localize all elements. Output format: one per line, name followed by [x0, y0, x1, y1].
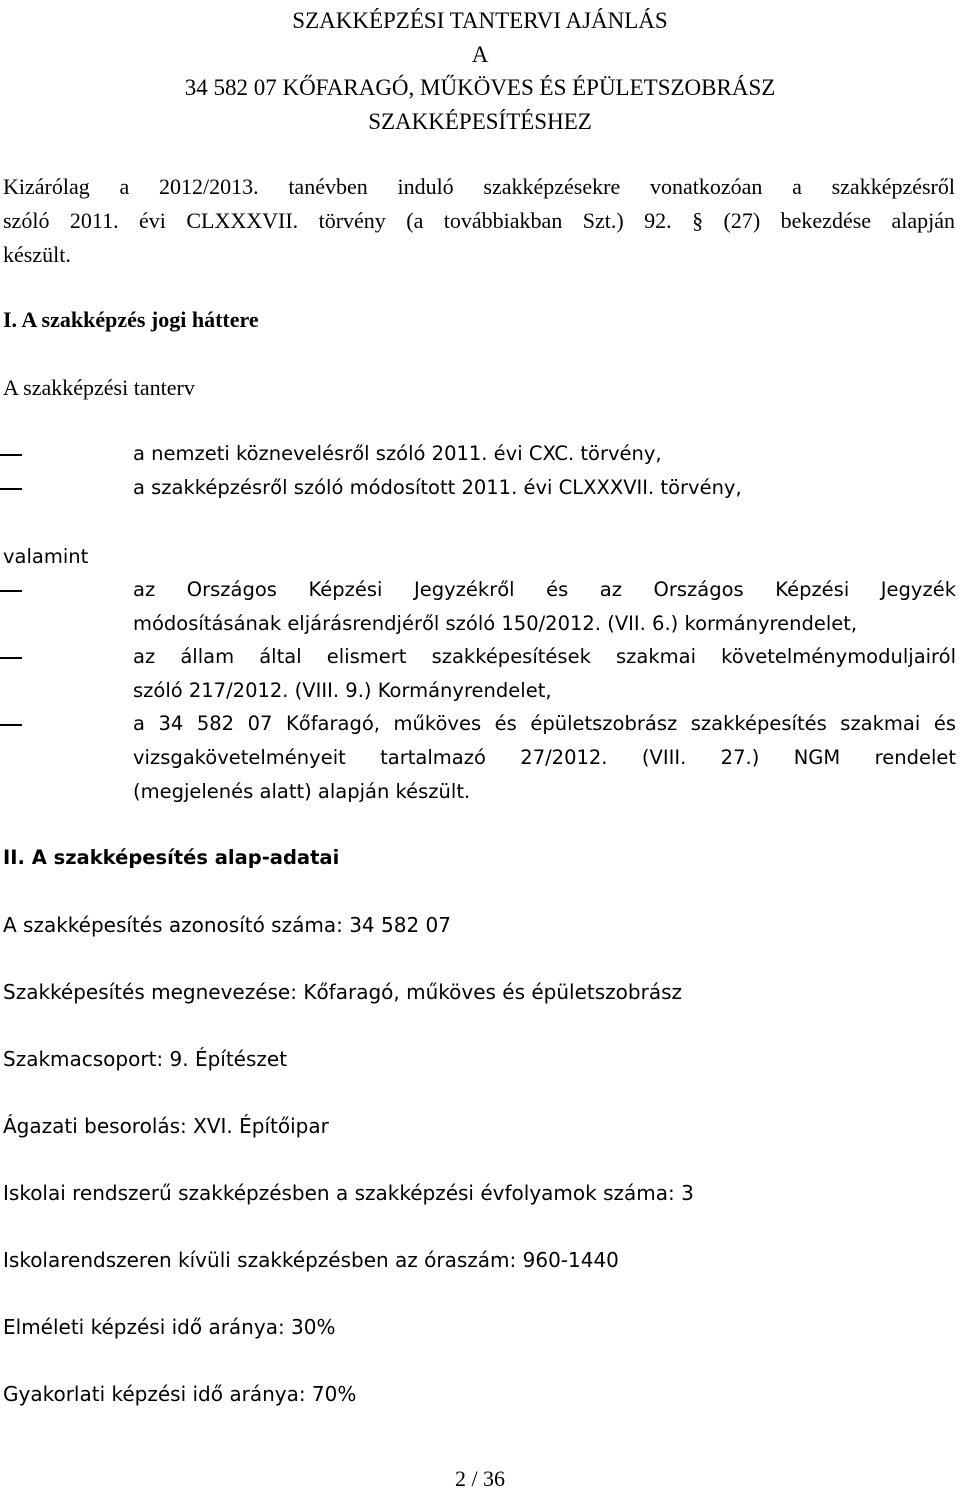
- list-item-line: a 34 582 07 Kőfaragó, műköves és épületszobrász szakképesítés szakmai és: [133, 712, 956, 735]
- list-item-text: a szakképzésről szóló módosított 2011. évi CLXXXVII. törvény,: [133, 476, 742, 499]
- list-item: [96, 707, 956, 809]
- field-hours: Iskolarendszeren kívüli szakképzésben az óraszám: 960-1440: [3, 1248, 619, 1272]
- intro-line: Kizárólag a 2012/2013. tanévben induló szakképzésekre vonatkozóan a szakképzésről: [3, 174, 955, 199]
- field-practice-ratio: Gyakorlati képzési idő aránya: 70%: [3, 1382, 357, 1406]
- field-sector: Ágazati besorolás: XVI. Építőipar: [3, 1114, 329, 1138]
- list-item: [96, 437, 956, 471]
- field-name: Szakképesítés megnevezése: Kőfaragó, műköves és épületszobrász: [3, 980, 682, 1004]
- connector-text: valamint: [3, 545, 89, 568]
- list-item-line: (megjelenés alatt) alapján készült.: [133, 780, 471, 803]
- list-item-text: a nemzeti köznevelésről szóló 2011. évi CXC. törvény,: [133, 442, 662, 465]
- section-2-heading: II. A szakképesítés alap-adatai: [3, 846, 340, 869]
- title-line: SZAKKÉPZÉSI TANTERVI AJÁNLÁS: [292, 8, 668, 33]
- title-line: A: [471, 41, 489, 67]
- list-item-line: vizsgakövetelményeit tartalmazó 27/2012. (VIII. 27.) NGM rendelet: [133, 746, 956, 769]
- section-1-heading: I. A szakképzés jogi háttere: [3, 307, 259, 332]
- list-item: [96, 640, 956, 708]
- section-1-lead: A szakképzési tanterv: [3, 375, 195, 400]
- intro-paragraph: [3, 170, 955, 272]
- dash-bullet: [0, 657, 22, 659]
- list-item-line: szóló 217/2012. (VIII. 9.) Kormányrendelet,: [133, 679, 552, 702]
- field-school-years: Iskolai rendszerű szakképzésben a szakképzési évfolyamok száma: 3: [3, 1181, 694, 1205]
- title-line: 34 582 07 KŐFARAGÓ, MŰKÖVES ÉS ÉPÜLETSZOBRÁSZ: [184, 75, 776, 100]
- intro-line: készült.: [3, 242, 71, 267]
- document-title: [0, 4, 960, 138]
- dash-bullet: [0, 488, 22, 490]
- field-identifier: A szakképesítés azonosító száma: 34 582 07: [3, 913, 451, 937]
- field-group: Szakmacsoport: 9. Építészet: [3, 1047, 288, 1071]
- list-item-text: [133, 640, 956, 708]
- list-item: [96, 471, 956, 505]
- dash-bullet: [0, 454, 22, 456]
- list-item-text: [133, 573, 956, 641]
- field-theory-ratio: Elméleti képzési idő aránya: 30%: [3, 1315, 336, 1339]
- dash-bullet: [0, 590, 22, 592]
- list-item-line: az Országos Képzési Jegyzékről és az Országos Képzési Jegyzék: [133, 578, 956, 601]
- intro-line: szóló 2011. évi CLXXXVII. törvény (a továbbiakban Szt.) 92. § (27) bekezdése alapján: [3, 208, 955, 233]
- title-line: SZAKKÉPESÍTÉSHEZ: [368, 108, 592, 134]
- list-item-line: módosításának eljárásrendjéről szóló 150/2012. (VII. 6.) kormányrendelet,: [133, 612, 858, 635]
- dash-bullet: [0, 724, 22, 726]
- list-item: [96, 573, 956, 641]
- list-item-text: [133, 707, 956, 809]
- list-item-line: az állam által elismert szakképesítések szakmai követelménymoduljairól: [133, 645, 956, 668]
- page-number: 2 / 36: [454, 1466, 506, 1491]
